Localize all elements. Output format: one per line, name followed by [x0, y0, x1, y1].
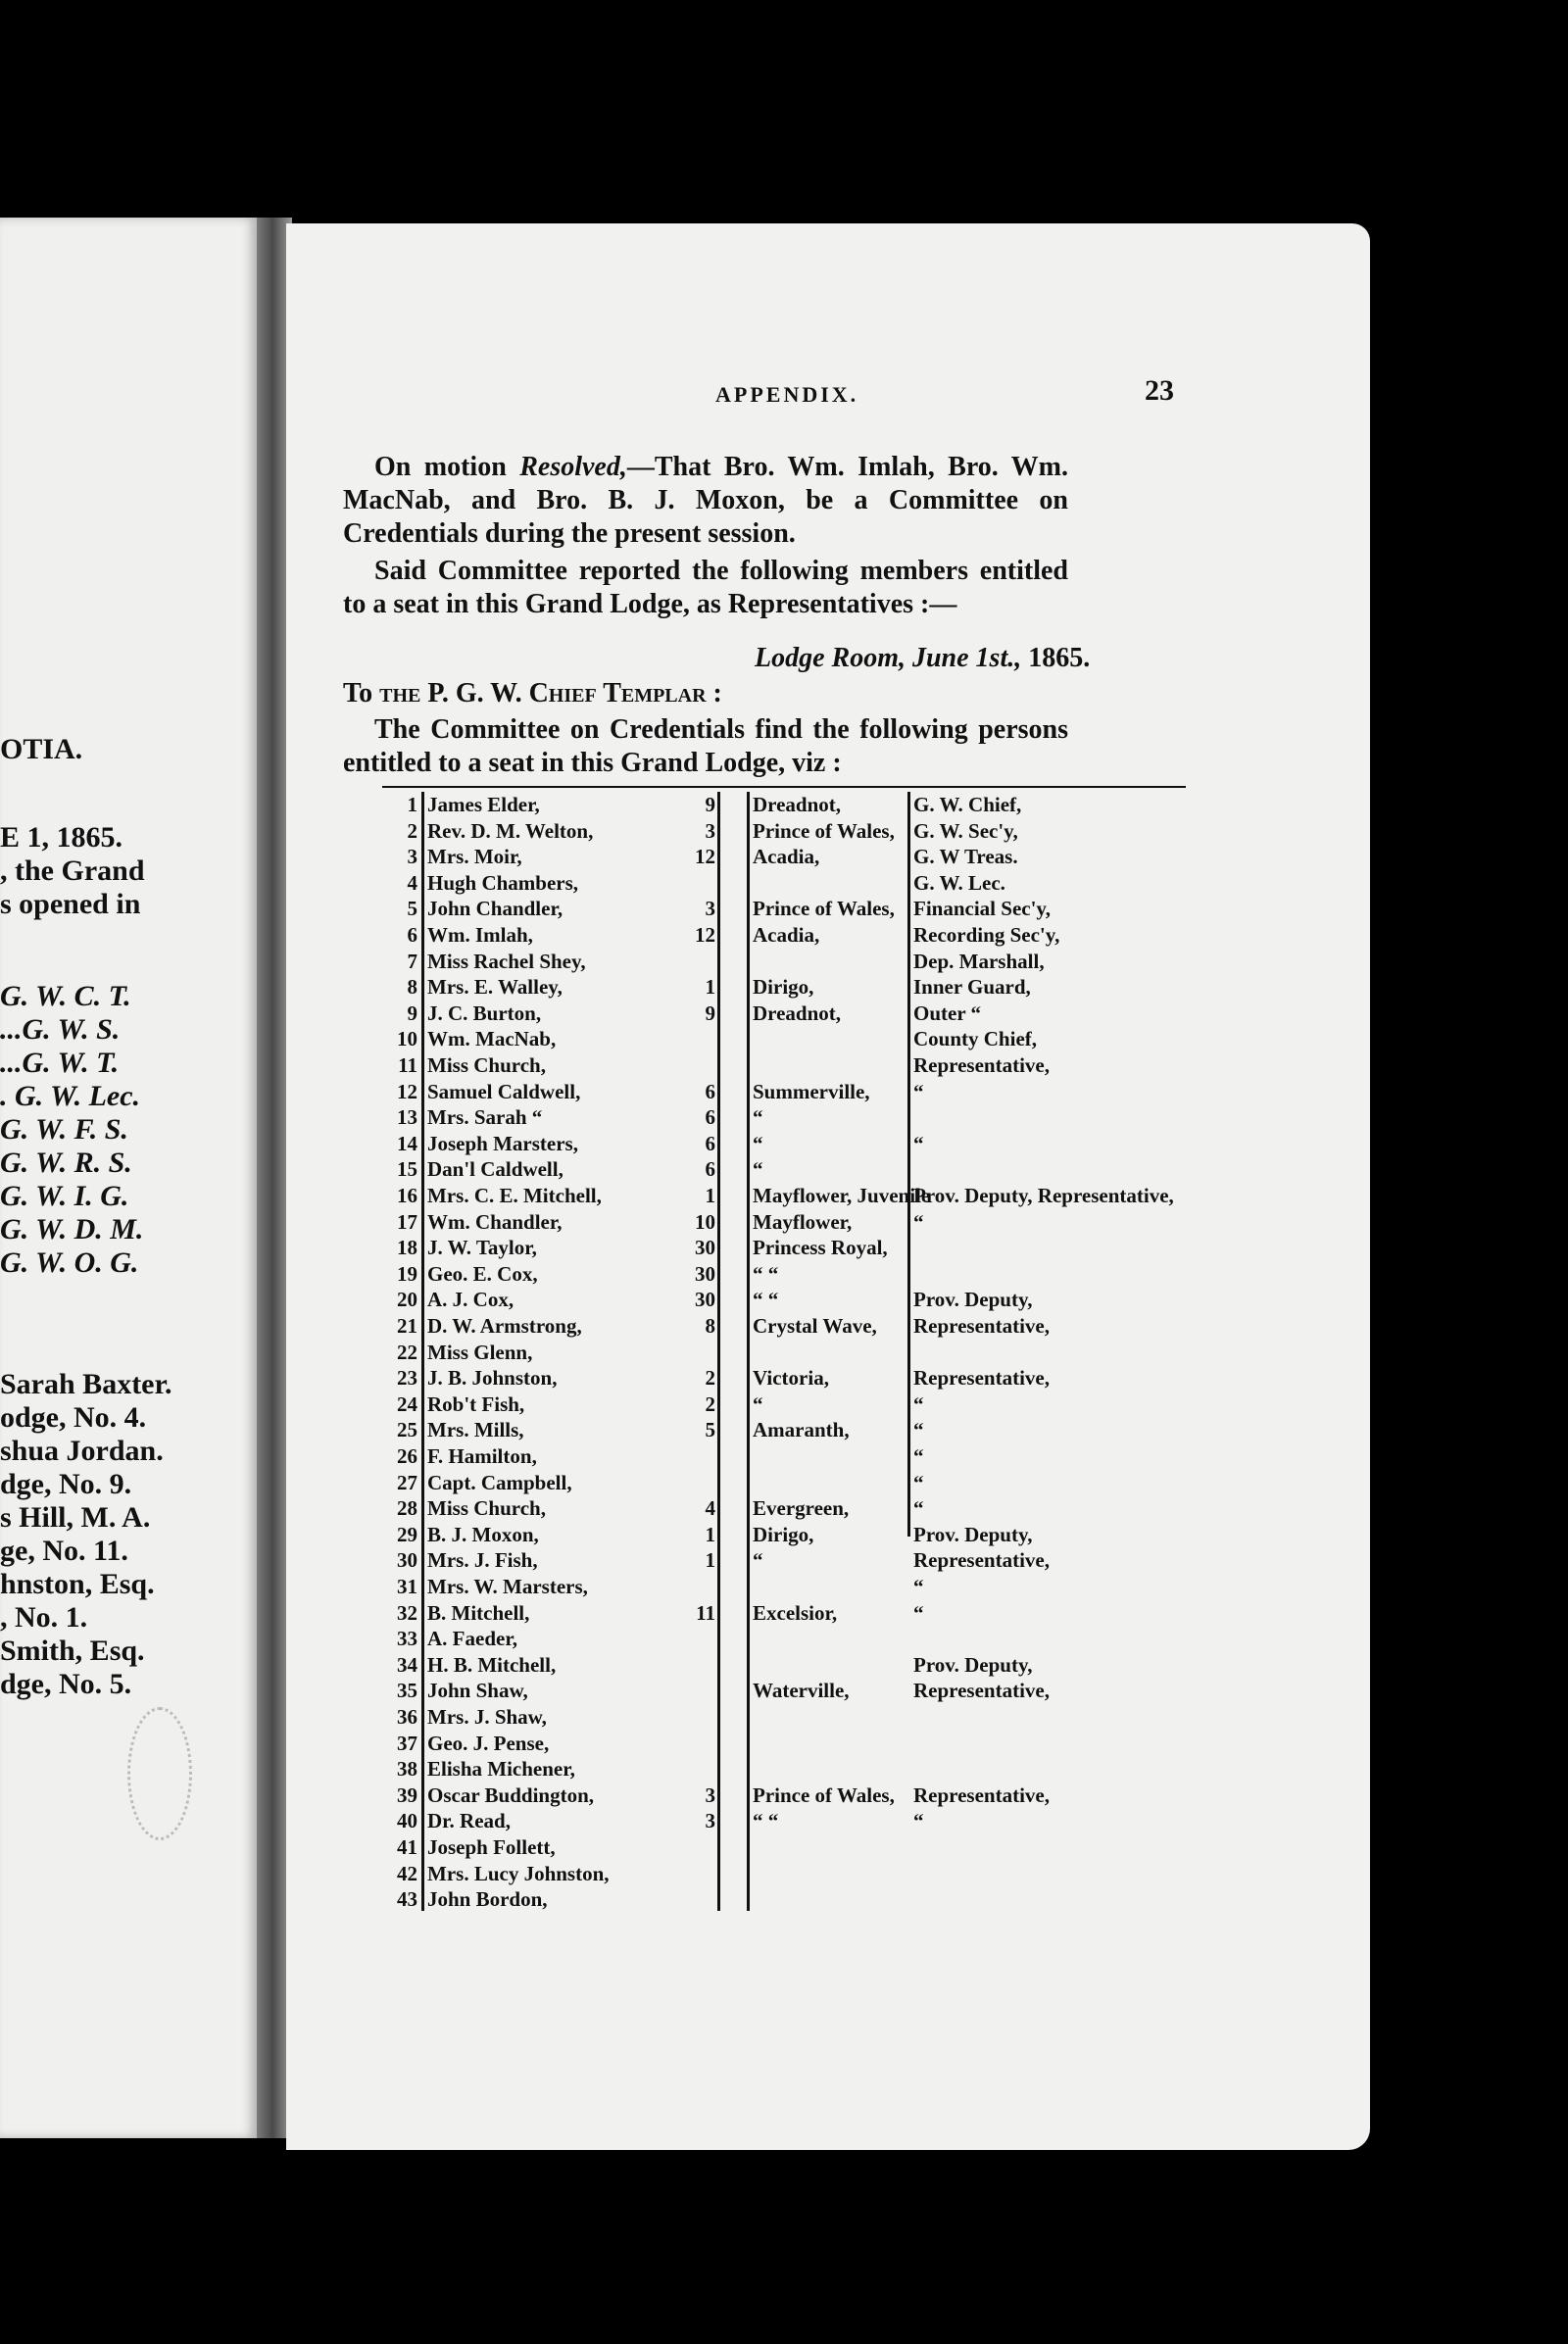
left-page-fragment: G. W. F. S. — [0, 1113, 128, 1146]
row-number: 14 — [397, 1131, 417, 1155]
office-title: Inner Guard, — [913, 975, 1031, 1000]
lodge-number: 2 — [705, 1392, 715, 1416]
office-title: Representative, — [913, 1366, 1050, 1391]
page-number: 23 — [1145, 374, 1174, 407]
row-number: 15 — [397, 1157, 417, 1182]
office-title: “ — [913, 1809, 924, 1833]
column-rule-office — [907, 792, 910, 1537]
left-page-fragment: , No. 1. — [0, 1601, 88, 1634]
member-name: John Bordon, — [427, 1887, 548, 1912]
row-number: 24 — [397, 1392, 417, 1416]
lodge-name: “ — [753, 1392, 763, 1416]
row-number: 42 — [397, 1861, 417, 1885]
member-name: Miss Glenn, — [427, 1340, 533, 1364]
left-page-fragment: G. W. I. G. — [0, 1180, 129, 1212]
row-number: 19 — [397, 1261, 417, 1286]
office-title: “ — [913, 1131, 924, 1155]
address-line — [343, 678, 722, 709]
left-page-fragment: odge, No. 4. — [0, 1401, 147, 1434]
table-top-rule — [382, 786, 1186, 788]
committee-paragraph: The Committee on Credentials find the following persons entitled to a seat in this Grand Lodge, viz : — [343, 714, 1068, 778]
library-stamp — [127, 1707, 192, 1840]
row-number: 35 — [397, 1679, 417, 1703]
lodge-number: 2 — [705, 1366, 715, 1391]
lodge-name: Crystal Wave, — [753, 1314, 877, 1338]
row-number: 41 — [397, 1835, 417, 1859]
left-page-fragment: G. W. C. T. — [0, 980, 131, 1012]
office-title: G. W. Chief, — [913, 793, 1022, 816]
lodge-number: 11 — [696, 1600, 715, 1625]
lodge-number: 3 — [705, 897, 715, 921]
lodge-name: “ — [753, 1105, 763, 1130]
left-page-fragment: G. W. R. S. — [0, 1147, 132, 1179]
left-page-fragment: Smith, Esq. — [0, 1635, 145, 1667]
lodge-number: 3 — [705, 1809, 715, 1833]
row-number: 12 — [397, 1079, 417, 1103]
member-name: Wm. MacNab, — [427, 1027, 557, 1051]
left-page-fragment: OTIA. — [0, 733, 83, 765]
lodge-number: 8 — [705, 1314, 715, 1338]
office-title: Financial Sec'y, — [913, 897, 1052, 921]
dateline-place: Lodge Room, June 1st., — [755, 643, 1022, 673]
address-recipient: the P. G. W. Chief Templar : — [379, 678, 722, 708]
row-number: 8 — [407, 975, 417, 1000]
lodge-name: Amaranth, — [753, 1418, 850, 1442]
office-title: Prov. Deputy, — [913, 1522, 1033, 1546]
member-name: Mrs. W. Marsters, — [427, 1575, 588, 1598]
row-number: 26 — [397, 1444, 417, 1468]
member-name: Mrs. Sarah “ — [427, 1105, 543, 1130]
office-title: Representative, — [913, 1782, 1050, 1807]
lodge-number: 1 — [705, 1548, 715, 1573]
office-title: G. W. Sec'y, — [913, 818, 1018, 843]
lodge-name: Waterville, — [753, 1679, 850, 1703]
left-page-fragment: G. W. O. G. — [0, 1246, 139, 1279]
left-page-fragment: G. W. D. M. — [0, 1213, 144, 1245]
left-page-fragment: , the Grand — [0, 855, 145, 887]
motion-resolved: Resolved, — [519, 452, 627, 482]
row-number: 37 — [397, 1731, 417, 1755]
left-page-fragment: E 1, 1865. — [0, 821, 123, 854]
office-title: County Chief, — [913, 1027, 1038, 1051]
office-title: Prov. Deputy, — [913, 1652, 1033, 1677]
lodge-number: 9 — [705, 793, 715, 816]
lodge-number: 6 — [705, 1079, 715, 1103]
row-number: 38 — [397, 1757, 417, 1782]
office-title: Representative, — [913, 1679, 1050, 1703]
office-title: “ — [913, 1209, 924, 1234]
row-number: 33 — [397, 1627, 417, 1651]
motion-paragraph — [343, 451, 1068, 551]
left-page-fragment: hnston, Esq. — [0, 1568, 155, 1600]
row-number: 40 — [397, 1809, 417, 1833]
office-title: Representative, — [913, 1314, 1050, 1338]
lodge-number: 3 — [705, 1782, 715, 1807]
row-number: 31 — [397, 1575, 417, 1598]
row-number: 29 — [397, 1522, 417, 1546]
row-number: 21 — [397, 1314, 417, 1338]
lodge-number: 30 — [695, 1288, 715, 1312]
member-name: J. C. Burton, — [427, 1001, 542, 1025]
member-name: Dan'l Caldwell, — [427, 1157, 564, 1182]
member-name: H. B. Mitchell, — [427, 1652, 557, 1677]
office-title: “ — [913, 1392, 924, 1416]
column-rule-names — [421, 792, 424, 1911]
office-title: Representative, — [913, 1548, 1050, 1573]
row-number: 1 — [407, 793, 417, 816]
member-name: B. J. Moxon, — [427, 1522, 539, 1546]
left-page-fragment: ge, No. 11. — [0, 1535, 128, 1567]
row-number: 3 — [407, 845, 417, 869]
left-page-fragment: s Hill, M. A. — [0, 1501, 151, 1534]
lodge-name: Prince of Wales, — [753, 897, 895, 921]
row-number: 7 — [407, 949, 417, 973]
office-title: “ — [913, 1470, 924, 1494]
row-number: 22 — [397, 1340, 417, 1364]
lodge-name: Dreadnot, — [753, 1001, 842, 1025]
lodge-number: 12 — [695, 923, 715, 947]
lodge-name: Acadia, — [753, 845, 820, 869]
member-name: Geo. J. Pense, — [427, 1731, 550, 1755]
row-number: 16 — [397, 1184, 417, 1207]
office-title: “ — [913, 1444, 924, 1468]
office-title: Representative, — [913, 1053, 1050, 1077]
column-rule-lodge — [747, 792, 750, 1911]
member-name: Miss Church, — [427, 1053, 546, 1077]
member-name: Wm. Imlah, — [427, 923, 533, 947]
lodge-name: Mayflower, — [753, 1209, 853, 1234]
row-number: 10 — [397, 1027, 417, 1051]
left-page-fragment: Sarah Baxter. — [0, 1368, 172, 1400]
member-name: Rob't Fish, — [427, 1392, 525, 1416]
left-page-fragment: shua Jordan. — [0, 1435, 164, 1467]
motion-text: —That Bro. Wm. Imlah, Bro. Wm. MacNab, and Bro. B. J. Moxon, be a Committee on Credentials during the present session. — [343, 452, 1068, 549]
row-number: 13 — [397, 1105, 417, 1130]
office-title: Prov. Deputy, — [913, 1288, 1033, 1312]
row-number: 27 — [397, 1470, 417, 1494]
lodge-name: Dirigo, — [753, 1522, 814, 1546]
row-number: 25 — [397, 1418, 417, 1442]
lodge-name: “ “ — [753, 1288, 779, 1312]
row-number: 36 — [397, 1705, 417, 1729]
lodge-number: 6 — [705, 1105, 715, 1130]
lodge-name: Prince of Wales, — [753, 1782, 895, 1807]
lodge-name: “ “ — [753, 1261, 779, 1286]
row-number: 17 — [397, 1209, 417, 1234]
member-name: Oscar Buddington, — [427, 1782, 594, 1807]
representatives-table — [382, 786, 1186, 1913]
member-name: Miss Rachel Shey, — [427, 949, 586, 973]
member-name: Joseph Marsters, — [427, 1131, 578, 1155]
column-rule-lodge-no — [717, 792, 720, 1911]
running-title: APPENDIX. — [715, 382, 859, 407]
lodge-name: Victoria, — [753, 1366, 829, 1391]
office-title: “ — [913, 1079, 924, 1103]
office-title: “ — [913, 1575, 924, 1598]
lodge-number: 6 — [705, 1157, 715, 1182]
office-title: “ — [913, 1418, 924, 1442]
report-paragraph: Said Committee reported the following members entitled to a seat in this Grand Lodge, as Representatives :— — [343, 556, 1068, 619]
left-page-fragment: dge, No. 5. — [0, 1668, 132, 1700]
lodge-number: 30 — [695, 1236, 715, 1260]
member-name: John Chandler, — [427, 897, 564, 921]
office-title: Outer “ — [913, 1001, 982, 1025]
member-name: D. W. Armstrong, — [427, 1314, 582, 1338]
left-page-fragment: . G. W. Lec. — [0, 1080, 141, 1112]
lodge-name: Prince of Wales, — [753, 818, 895, 843]
row-number: 9 — [407, 1001, 417, 1025]
row-number: 18 — [397, 1236, 417, 1260]
lodge-name: Acadia, — [753, 923, 820, 947]
row-number: 2 — [407, 818, 417, 843]
lodge-name: “ — [753, 1157, 763, 1182]
office-title: G. W. Lec. — [913, 870, 1005, 895]
left-page — [0, 218, 257, 2138]
office-title: Recording Sec'y, — [913, 923, 1060, 947]
lodge-number: 12 — [695, 845, 715, 869]
lodge-number: 1 — [705, 1184, 715, 1207]
lodge-name: Evergreen, — [753, 1496, 850, 1521]
lodge-name: Mayflower, Juvenile — [753, 1184, 931, 1207]
office-title: Prov. Deputy, Representative, — [913, 1184, 1174, 1207]
left-page-fragment: dge, No. 9. — [0, 1468, 132, 1500]
lodge-name: Princess Royal, — [753, 1236, 888, 1260]
lodge-name: Summerville, — [753, 1079, 870, 1103]
office-title: G. W Treas. — [913, 845, 1018, 869]
office-title: “ — [913, 1600, 924, 1625]
motion-lead: On motion — [374, 452, 520, 482]
member-name: James Elder, — [427, 793, 540, 816]
member-name: F. Hamilton, — [427, 1444, 537, 1468]
member-name: A. Faeder, — [427, 1627, 517, 1651]
member-name: Capt. Campbell, — [427, 1470, 572, 1494]
row-number: 43 — [397, 1887, 417, 1912]
right-page — [286, 223, 1370, 2150]
lodge-number: 10 — [695, 1209, 715, 1234]
lodge-name: “ “ — [753, 1809, 779, 1833]
member-name: J. B. Johnston, — [427, 1366, 558, 1391]
member-name: B. Mitchell, — [427, 1600, 530, 1625]
lodge-number: 9 — [705, 1001, 715, 1025]
lodge-name: Dirigo, — [753, 975, 814, 1000]
office-title: Dep. Marshall, — [913, 949, 1045, 973]
member-name: Wm. Chandler, — [427, 1209, 563, 1234]
member-name: Samuel Caldwell, — [427, 1079, 581, 1103]
row-number: 32 — [397, 1600, 417, 1625]
member-name: Mrs. Lucy Johnston, — [427, 1861, 610, 1885]
lodge-number: 1 — [705, 1522, 715, 1546]
lodge-name: “ — [753, 1548, 763, 1573]
address-prefix: To — [343, 678, 380, 708]
left-page-fragment: ...G. W. S. — [0, 1013, 121, 1046]
member-name: A. J. Cox, — [427, 1288, 514, 1312]
row-number: 6 — [407, 923, 417, 947]
row-number: 30 — [397, 1548, 417, 1573]
left-page-fragment: ...G. W. T. — [0, 1047, 120, 1079]
member-name: J. W. Taylor, — [427, 1236, 537, 1260]
member-name: John Shaw, — [427, 1679, 528, 1703]
member-name: Joseph Follett, — [427, 1835, 556, 1859]
member-name: Rev. D. M. Welton, — [427, 818, 594, 843]
member-name: Hugh Chambers, — [427, 870, 579, 895]
member-name: Mrs. J. Shaw, — [427, 1705, 547, 1729]
row-number: 20 — [397, 1288, 417, 1312]
row-number: 28 — [397, 1496, 417, 1521]
lodge-number: 3 — [705, 818, 715, 843]
member-name: Elisha Michener, — [427, 1757, 575, 1782]
office-title: “ — [913, 1496, 924, 1521]
member-name: Mrs. C. E. Mitchell, — [427, 1184, 602, 1207]
member-name: Mrs. J. Fish, — [427, 1548, 538, 1573]
lodge-number: 5 — [705, 1418, 715, 1442]
member-name: Dr. Read, — [427, 1809, 511, 1833]
dateline — [755, 643, 1090, 674]
lodge-number: 1 — [705, 975, 715, 1000]
member-name: Mrs. Moir, — [427, 845, 522, 869]
left-page-fragment: s opened in — [0, 888, 141, 920]
row-number: 5 — [407, 897, 417, 921]
lodge-number: 6 — [705, 1131, 715, 1155]
member-name: Mrs. E. Walley, — [427, 975, 563, 1000]
lodge-number: 4 — [705, 1496, 715, 1521]
row-number: 34 — [397, 1652, 417, 1677]
row-number: 11 — [398, 1053, 417, 1077]
member-name: Miss Church, — [427, 1496, 546, 1521]
row-number: 23 — [397, 1366, 417, 1391]
lodge-name: Dreadnot, — [753, 793, 842, 816]
row-number: 39 — [397, 1782, 417, 1807]
lodge-name: “ — [753, 1131, 763, 1155]
member-name: Mrs. Mills, — [427, 1418, 524, 1442]
member-name: Geo. E. Cox, — [427, 1261, 538, 1286]
row-number: 4 — [407, 870, 417, 895]
lodge-name: Excelsior, — [753, 1600, 838, 1625]
dateline-year: 1865. — [1021, 643, 1091, 673]
lodge-number: 30 — [695, 1261, 715, 1286]
